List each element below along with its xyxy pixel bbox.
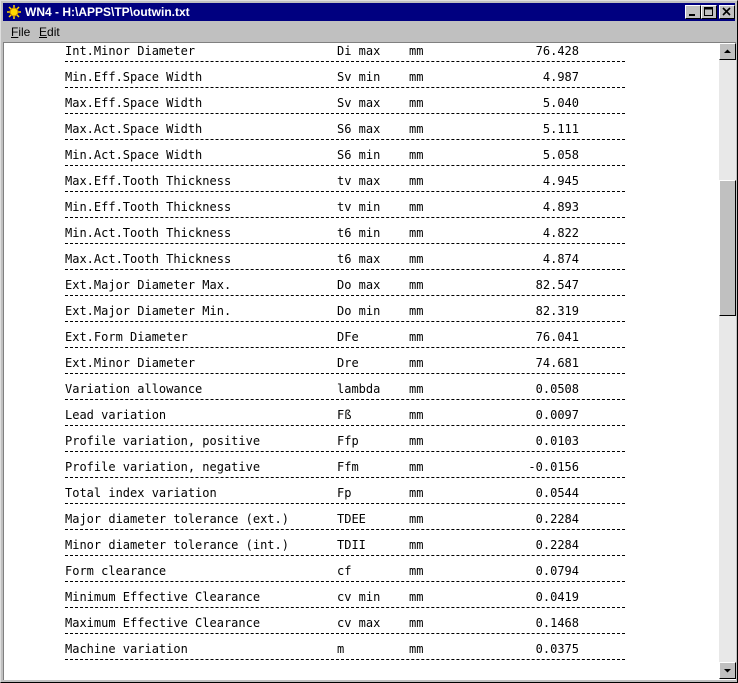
row-divider (65, 607, 625, 608)
parameter-symbol: Dre (337, 356, 359, 370)
list-item (4, 275, 719, 301)
parameter-unit: mm (409, 122, 424, 136)
title-bar[interactable] (3, 3, 735, 21)
parameter-name: Int.Minor Diameter (65, 44, 196, 58)
parameter-name: Max.Act.Tooth Thickness (65, 252, 232, 266)
row-divider (65, 87, 625, 88)
parameter-unit: mm (409, 486, 424, 500)
parameter-unit: mm (409, 174, 424, 188)
parameter-name: Min.Act.Space Width (65, 148, 203, 162)
row-divider (65, 503, 625, 504)
parameter-name: Machine variation (65, 642, 188, 656)
parameter-unit: mm (409, 538, 424, 552)
list-item (4, 535, 719, 561)
row-divider (65, 191, 625, 192)
list-item (4, 171, 719, 197)
parameter-unit: mm (409, 304, 424, 318)
parameter-symbol: lambda (337, 382, 381, 396)
parameter-value: 0.0097 (535, 408, 579, 422)
list-item (4, 197, 719, 223)
maximize-icon (704, 7, 714, 17)
parameter-name: Max.Eff.Tooth Thickness (65, 174, 232, 188)
parameter-value: 4.945 (542, 174, 579, 188)
list-item (4, 301, 719, 327)
parameter-symbol: Fp (337, 486, 352, 500)
parameter-name: Min.Eff.Tooth Thickness (65, 200, 232, 214)
list-item (4, 587, 719, 613)
parameter-value: 4.874 (542, 252, 579, 266)
minimize-icon (688, 7, 698, 17)
row-divider (65, 243, 625, 244)
parameter-unit: mm (409, 564, 424, 578)
parameter-symbol: Ffp (337, 434, 359, 448)
list-item (4, 457, 719, 483)
parameter-unit: mm (409, 252, 424, 266)
parameter-unit: mm (409, 616, 424, 630)
parameter-unit: mm (409, 330, 424, 344)
parameter-name: Max.Act.Space Width (65, 122, 203, 136)
parameter-symbol: S6 max (337, 122, 381, 136)
text-view[interactable] (3, 42, 736, 680)
row-divider (65, 165, 625, 166)
parameter-symbol: TDII (337, 538, 366, 552)
parameter-unit: mm (409, 590, 424, 604)
row-divider (65, 269, 625, 270)
row-divider (65, 61, 625, 62)
parameter-unit: mm (409, 382, 424, 396)
parameter-symbol: tv max (337, 174, 381, 188)
parameter-name: Ext.Form Diameter (65, 330, 188, 344)
parameter-unit: mm (409, 226, 424, 240)
list-item (4, 639, 719, 665)
row-divider (65, 425, 625, 426)
row-divider (65, 321, 625, 322)
parameter-value: 76.041 (535, 330, 579, 344)
minimize-button[interactable] (685, 5, 701, 19)
parameter-symbol: TDEE (337, 512, 366, 526)
row-divider (65, 659, 625, 660)
list-item (4, 327, 719, 353)
parameter-value: 82.547 (535, 278, 579, 292)
parameter-symbol: Sv max (337, 96, 381, 110)
parameter-symbol: Sv min (337, 70, 381, 84)
parameter-symbol: Di max (337, 44, 381, 58)
list-item (4, 405, 719, 431)
parameter-unit: mm (409, 356, 424, 370)
row-divider (65, 295, 625, 296)
list-item (4, 613, 719, 639)
list-item (4, 67, 719, 93)
parameter-unit: mm (409, 44, 424, 58)
row-divider (65, 113, 625, 114)
parameter-symbol: tv min (337, 200, 381, 214)
parameter-value: 0.2284 (535, 512, 579, 526)
parameter-value: 0.0419 (535, 590, 579, 604)
parameter-symbol: Ffm (337, 460, 359, 474)
row-divider (65, 451, 625, 452)
parameter-symbol: Do max (337, 278, 381, 292)
row-divider (65, 373, 625, 374)
parameter-name: Total index variation (65, 486, 217, 500)
close-icon (722, 7, 732, 17)
row-divider (65, 347, 625, 348)
parameter-name: Form clearance (65, 564, 167, 578)
parameter-value: 82.319 (535, 304, 579, 318)
parameter-name: Minimum Effective Clearance (65, 590, 261, 604)
parameter-unit: mm (409, 460, 424, 474)
parameter-unit: mm (409, 70, 424, 84)
parameter-unit: mm (409, 434, 424, 448)
parameter-symbol: t6 max (337, 252, 381, 266)
arrow-up-icon (720, 44, 735, 59)
row-divider (65, 139, 625, 140)
parameter-name: Major diameter tolerance (ext.) (65, 512, 289, 526)
list-item (4, 431, 719, 457)
parameter-value: 5.111 (542, 122, 579, 136)
list-item (4, 145, 719, 171)
parameter-value: 4.822 (542, 226, 579, 240)
parameter-unit: mm (409, 642, 424, 656)
parameter-unit: mm (409, 278, 424, 292)
parameter-symbol: DFe (337, 330, 359, 344)
parameter-value: 0.2284 (535, 538, 579, 552)
sun-icon[interactable] (7, 5, 21, 19)
row-divider (65, 217, 625, 218)
parameter-value: 0.0103 (535, 434, 579, 448)
parameter-value: 5.058 (542, 148, 579, 162)
menu-file[interactable]: File (11, 25, 31, 39)
parameter-unit: mm (409, 148, 424, 162)
parameter-value: 76.428 (535, 44, 579, 58)
parameter-symbol: cf (337, 564, 352, 578)
parameter-value: 74.681 (535, 356, 579, 370)
parameter-symbol: cv min (337, 590, 381, 604)
parameter-symbol: Fß (337, 408, 352, 422)
scroll-down-button[interactable] (719, 662, 736, 679)
parameter-unit: mm (409, 200, 424, 214)
row-divider (65, 529, 625, 530)
parameter-value: 5.040 (542, 96, 579, 110)
list-item (4, 93, 719, 119)
parameter-name: Max.Eff.Space Width (65, 96, 203, 110)
parameter-value: 0.1468 (535, 616, 579, 630)
list-item (4, 561, 719, 587)
parameter-name: Min.Eff.Space Width (65, 70, 203, 84)
parameter-name: Profile variation, negative (65, 460, 261, 474)
parameter-value: 0.0544 (535, 486, 579, 500)
row-divider (65, 399, 625, 400)
parameter-symbol: cv max (337, 616, 381, 630)
parameter-unit: mm (409, 408, 424, 422)
parameter-symbol: S6 min (337, 148, 381, 162)
parameter-name: Variation allowance (65, 382, 203, 396)
row-divider (65, 581, 625, 582)
parameter-name: Ext.Minor Diameter (65, 356, 196, 370)
parameter-unit: mm (409, 512, 424, 526)
list-item (4, 353, 719, 379)
parameter-name: Maximum Effective Clearance (65, 616, 261, 630)
parameter-unit: mm (409, 96, 424, 110)
parameter-value: 0.0794 (535, 564, 579, 578)
parameter-name: Minor diameter tolerance (int.) (65, 538, 289, 552)
list-item (4, 249, 719, 275)
parameter-value: 0.0375 (535, 642, 579, 656)
list-item (4, 42, 719, 67)
parameter-value: 4.987 (542, 70, 579, 84)
row-divider (65, 477, 625, 478)
list-item (4, 119, 719, 145)
close-button[interactable] (719, 5, 735, 19)
row-divider (65, 633, 625, 634)
parameter-symbol: t6 min (337, 226, 381, 240)
parameter-symbol: Do min (337, 304, 381, 318)
list-item (4, 379, 719, 405)
parameter-name: Lead variation (65, 408, 167, 422)
arrow-down-icon (720, 663, 735, 678)
scroll-thumb[interactable] (719, 180, 736, 316)
vertical-scrollbar[interactable] (719, 43, 736, 679)
parameter-value: 4.893 (542, 200, 579, 214)
parameter-name: Profile variation, positive (65, 434, 261, 448)
list-item (4, 483, 719, 509)
maximize-button[interactable] (701, 5, 717, 19)
menu-edit[interactable]: Edit (39, 25, 60, 39)
list-item (4, 223, 719, 249)
parameter-name: Ext.Major Diameter Max. (65, 278, 232, 292)
parameter-value: -0.0156 (528, 460, 579, 474)
window-title: WN4 - H:\APPS\TP\outwin.txt (25, 5, 190, 19)
list-item (4, 509, 719, 535)
parameter-value: 0.0508 (535, 382, 579, 396)
parameter-name: Ext.Major Diameter Min. (65, 304, 232, 318)
menu-bar (3, 22, 735, 42)
row-divider (65, 555, 625, 556)
parameter-symbol: m (337, 642, 345, 656)
parameter-name: Min.Act.Tooth Thickness (65, 226, 232, 240)
scroll-up-button[interactable] (719, 43, 736, 60)
